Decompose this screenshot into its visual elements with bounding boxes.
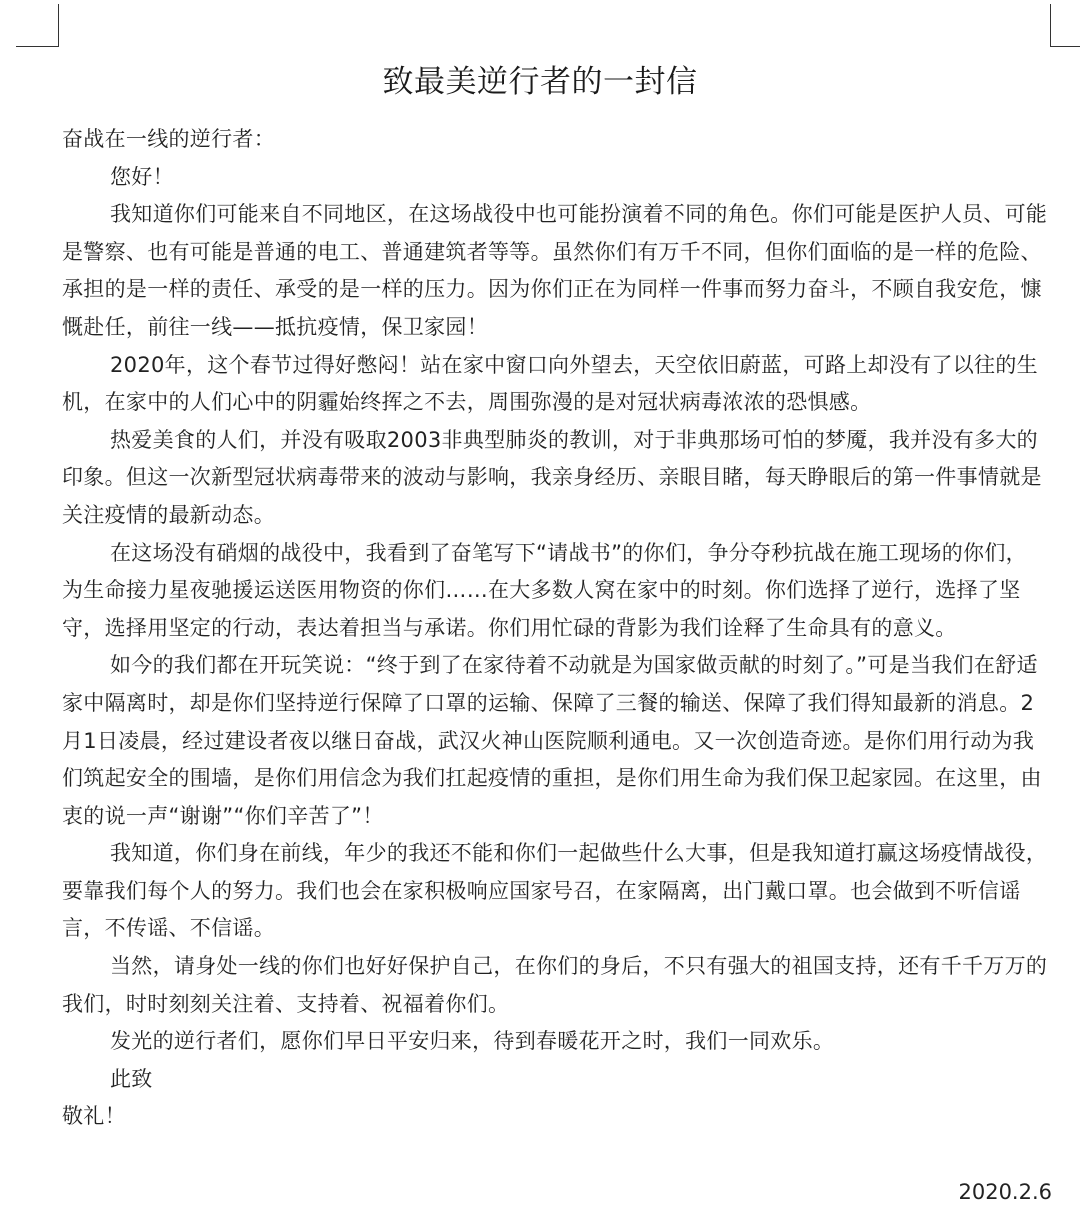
greeting: 您好！: [110, 164, 174, 189]
closing: 此致: [110, 1066, 153, 1091]
paragraph: 当然，请身处一线的你们也好好保护自己，在你们的身后，不只有强大的祖国支持，还有千千万万的我们，时时刻刻关注着、支持着、祝福着你们。: [62, 954, 1048, 1016]
paragraph: 热爱美食的人们，并没有吸取2003非典型肺炎的教训，对于非典那场可怕的梦魇，我并没有多大的印象。但这一次新型冠状病毒带来的波动与影响，我亲身经历、亲眼目睹，每天睁眼后的第一件事情就是关注疫情的最新动态。: [62, 427, 1042, 527]
letter-title: 致最美逆行者的一封信: [382, 64, 698, 100]
paragraph: 如今的我们都在开玩笑说：“终于到了在家待着不动就是为国家做贡献的时刻了。”可是当我们在舒适家中隔离时，却是你们坚持逆行保障了口罩的运输、保障了三餐的输送、保障了我们得知最新的消息。2月1日凌晨，经过建设者夜以继日奋战，武汉火神山医院顺利通电。又一次创造奇迹。是你们用行动为我们筑起安全的围墙，是你们用信念为我们扛起疫情的重担，是你们用生命为我们保卫起家园。在这里，由衷的说一声“谢谢”“你们辛苦了”！: [62, 653, 1042, 828]
paragraph: 我知道你们可能来自不同地区，在这场战役中也可能扮演着不同的角色。你们可能是医护人员、可能是警察、也有可能是普通的电工、普通建筑者等等。虽然你们有万千不同，但你们面临的是一样的危险、承担的是一样的责任、承受的是一样的压力。因为你们正在为同样一件事而努力奋斗，不顾自我安危，慷慨赴任，前往一线——抵抗疫情，保卫家园！: [62, 202, 1048, 339]
crop-mark-top-right: [1050, 4, 1080, 47]
paragraph: 在这场没有硝烟的战役中，我看到了奋笔写下“请战书”的你们，争分夺秒抗战在施工现场的你们，为生命接力星夜驰援运送医用物资的你们……在大多数人窝在家中的时刻。你们选择了逆行，选择了坚守，选择用坚定的行动，表达着担当与承诺。你们用忙碌的背影为我们诠释了生命具有的意义。: [62, 540, 1027, 640]
crop-mark-top-left: [16, 4, 59, 47]
paragraph: 2020年，这个春节过得好憋闷！站在家中窗口向外望去，天空依旧蔚蓝，可路上却没有了以往的生机，在家中的人们心中的阴霾始终挥之不去，周围弥漫的是对冠状病毒浓浓的恐惧感。: [62, 352, 1038, 415]
letter-body: [62, 121, 1048, 1136]
letter-date: 2020.2.6: [958, 1180, 1052, 1204]
paragraph: 我知道，你们身在前线，年少的我还不能和你们一起做些什么大事，但是我知道打赢这场疫情战役，要靠我们每个人的努力。我们也会在家积极响应国家号召，在家隔离，出门戴口罩。也会做到不听信谣言，不传谣、不信谣。: [62, 841, 1048, 941]
salutation: 奋战在一线的逆行者：: [62, 127, 275, 151]
regards: 敬礼！: [62, 1104, 126, 1129]
paragraph: 发光的逆行者们，愿你们早日平安归来，待到春暖花开之时，我们一同欢乐。: [110, 1029, 835, 1054]
